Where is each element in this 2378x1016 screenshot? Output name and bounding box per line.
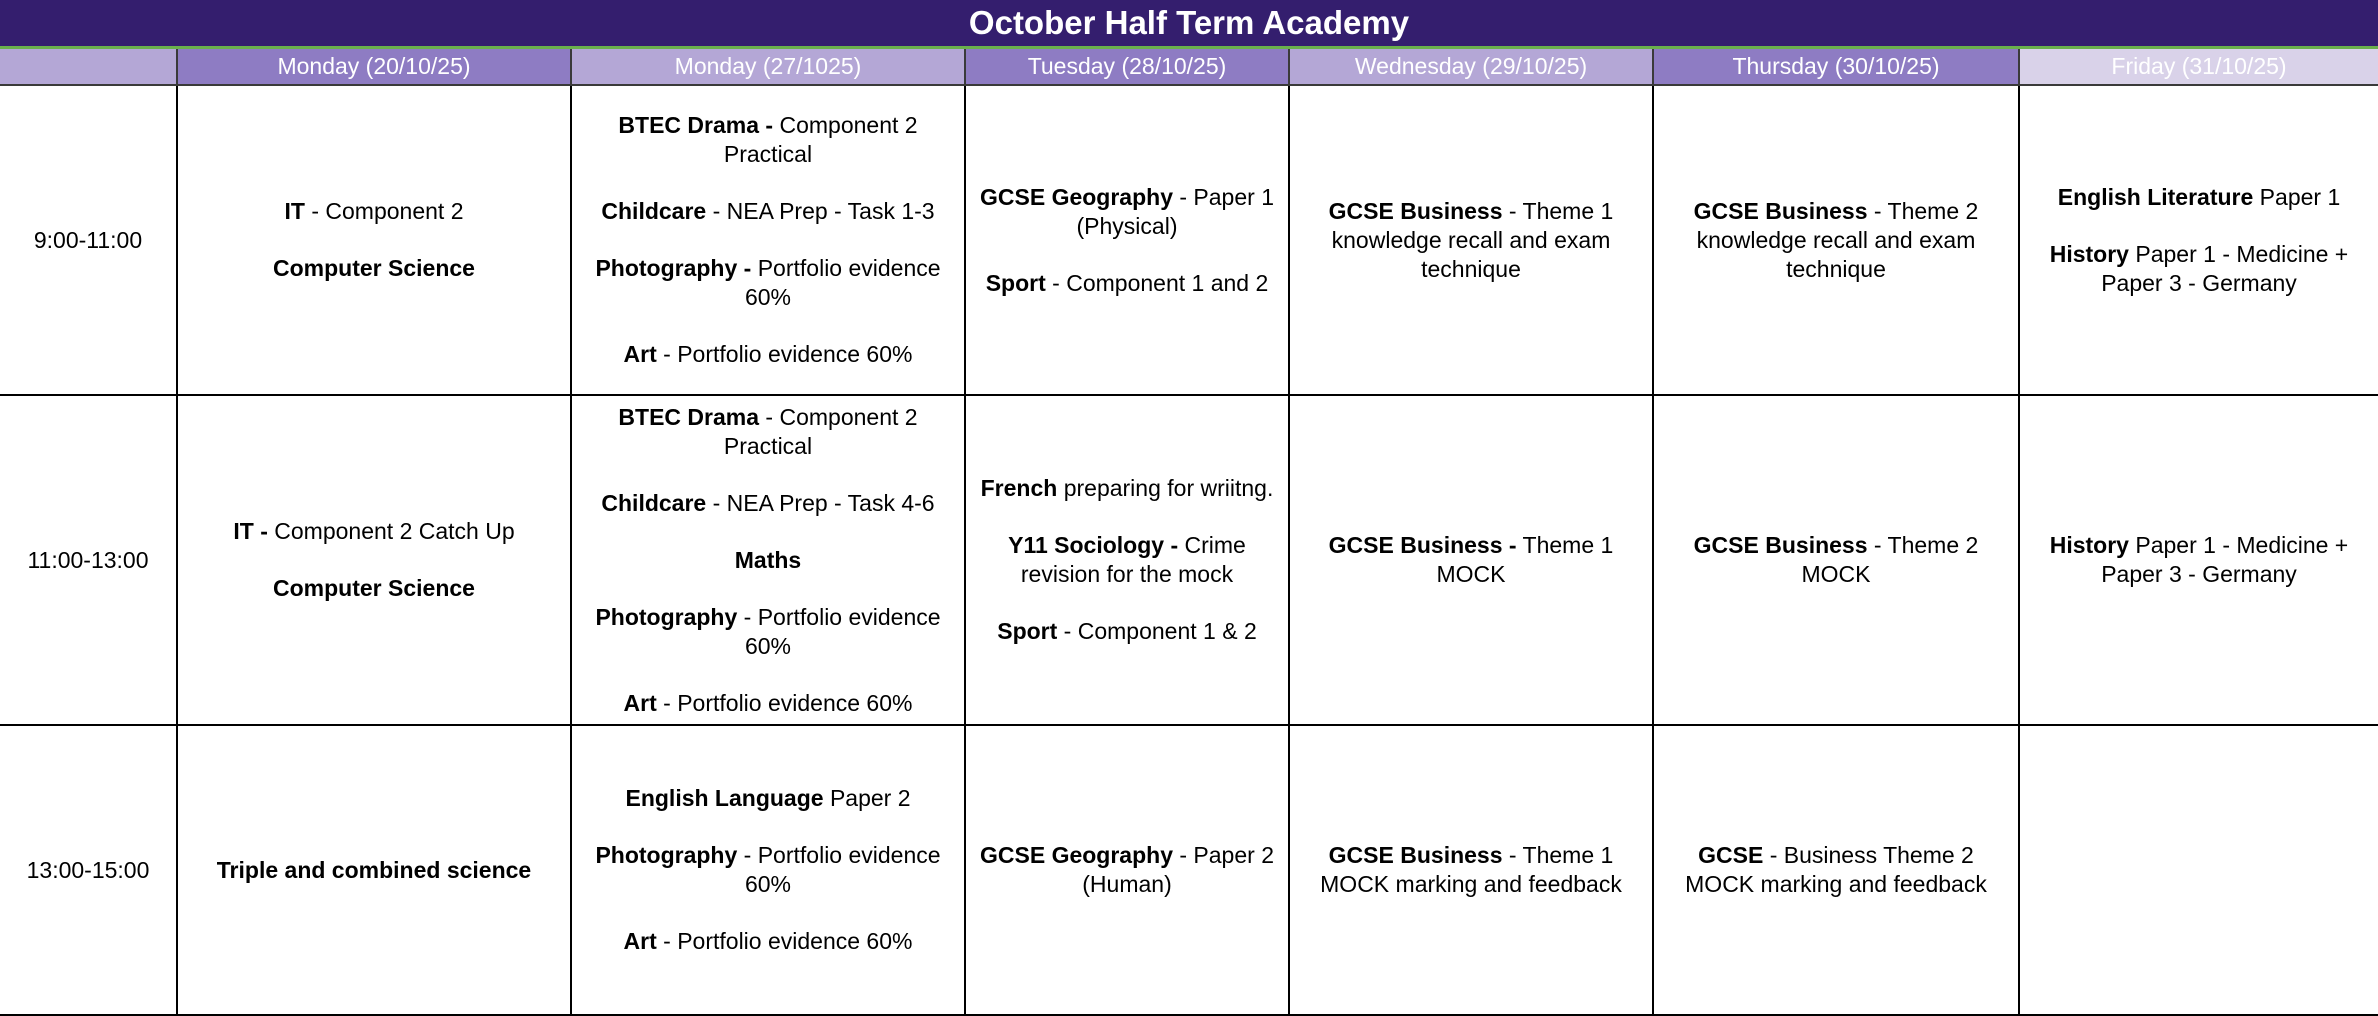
session-detail: - Portfolio evidence 60% [656, 689, 913, 716]
day-header-row [0, 46, 2378, 86]
session-detail: - Portfolio evidence 60% [656, 341, 913, 367]
session-cell-thursday [1654, 396, 2020, 724]
subject-name: Photography [595, 842, 738, 868]
session-detail: - Portfolio evidence 60% [737, 603, 941, 659]
subject-name: Sport [997, 618, 1058, 644]
session-cell-monday-27 [572, 396, 966, 724]
session-cell-tuesday [966, 726, 1290, 1014]
session-entry [273, 574, 475, 603]
session-entry [601, 489, 934, 518]
time-slot-cell: 13:00-15:00 [0, 726, 178, 1014]
subject-name: BTEC Drama - [618, 112, 774, 138]
session-detail: Crime revision for the mock [1020, 532, 1246, 587]
session-entry [1662, 531, 2010, 589]
subject-name: Photography - [595, 255, 752, 281]
session-entry [986, 269, 1269, 298]
header-tuesday: Tuesday (28/10/25) [966, 49, 1290, 84]
session-cell-monday-20 [178, 726, 572, 1014]
session-cell-wednesday [1290, 726, 1654, 1014]
session-detail: - Business Theme 2 MOCK marking and feedback [1685, 842, 1987, 897]
subject-name: Childcare [601, 489, 707, 516]
subject-name: GCSE Business [1693, 532, 1868, 558]
subject-name: IT [284, 198, 305, 224]
subject-name: GCSE Business - [1328, 532, 1517, 558]
subject-name: GCSE Business [1693, 197, 1868, 224]
session-detail: Theme 1 MOCK [1436, 532, 1614, 587]
session-detail: Paper 2 [823, 785, 911, 811]
session-entry [285, 197, 464, 226]
header-thursday: Thursday (30/10/25) [1654, 49, 2020, 84]
time-slot-cell: 11:00-13:00 [0, 396, 178, 724]
subject-name: Computer Science [273, 255, 475, 281]
session-cell-tuesday [966, 396, 1290, 724]
session-entry [974, 841, 1280, 899]
session-detail: - Component 2 [304, 198, 464, 224]
session-entry [2028, 531, 2370, 589]
session-entry [997, 617, 1257, 646]
session-entry [217, 856, 531, 885]
session-entry [624, 927, 913, 956]
subject-name: Computer Science [273, 575, 475, 601]
subject-name: History [2049, 240, 2129, 267]
session-detail: Component 2 Practical [723, 112, 918, 167]
timetable-grid [0, 86, 2378, 1016]
subject-name: History [2049, 532, 2129, 558]
subject-name: Sport [985, 269, 1046, 296]
session-cell-friday [2020, 86, 2378, 394]
subject-name: GCSE Business [1328, 842, 1503, 868]
header-friday: Friday (31/10/25) [2020, 49, 2378, 84]
session-entry [601, 197, 934, 226]
session-detail: Portfolio evidence 60% [744, 255, 941, 310]
session-detail: - Paper 2 (Human) [1082, 842, 1274, 897]
subject-name: Art [623, 341, 657, 367]
subject-name: GCSE [1698, 842, 1764, 868]
session-entry [1298, 841, 1644, 899]
session-detail: - Theme 2 MOCK [1801, 532, 1979, 587]
session-cell-monday-20 [178, 86, 572, 394]
session-detail: - Portfolio evidence 60% [737, 842, 941, 897]
subject-name: GCSE Business [1328, 197, 1503, 224]
session-detail: - NEA Prep - Task 4-6 [706, 489, 935, 516]
subject-name: Triple and combined science [216, 856, 532, 883]
session-detail: - Component 2 Practical [723, 403, 918, 459]
session-entry [735, 546, 801, 575]
session-cell-thursday [1654, 86, 2020, 394]
session-cell-monday-20 [178, 396, 572, 724]
session-detail: - Theme 1 knowledge recall and exam technique [1331, 197, 1614, 282]
session-entry [981, 474, 1274, 503]
subject-name: GCSE Geography [980, 842, 1173, 868]
session-detail: Component 2 Catch Up [267, 518, 515, 544]
session-detail: - Portfolio evidence 60% [656, 928, 913, 954]
session-entry [580, 254, 956, 312]
subject-name: Photography [595, 603, 738, 630]
subject-name: Y11 Sociology - [1008, 532, 1179, 558]
session-entry [974, 531, 1280, 589]
session-entry [2028, 240, 2370, 298]
session-entry [1662, 197, 2010, 284]
session-entry [1298, 197, 1644, 284]
session-detail: Paper 1 - Medicine + Paper 3 - Germany [2101, 532, 2349, 587]
session-cell-tuesday [966, 86, 1290, 394]
session-entry [624, 689, 913, 718]
subject-name: Art [623, 689, 657, 716]
subject-name: BTEC Drama [618, 403, 760, 430]
session-detail: - Paper 1 (Physical) [1076, 183, 1274, 239]
session-detail: Paper 1 [2253, 183, 2341, 210]
session-cell-monday-27 [572, 726, 966, 1014]
session-cell-friday [2020, 726, 2378, 1014]
session-detail: - NEA Prep - Task 1-3 [706, 198, 935, 224]
subject-name: English Literature [2057, 183, 2254, 210]
subject-name: Art [623, 928, 657, 954]
subject-name: Childcare [601, 198, 707, 224]
session-entry [580, 603, 956, 661]
session-entry [580, 403, 956, 461]
session-detail: - Component 1 & 2 [1057, 618, 1257, 644]
session-entry [1298, 531, 1644, 589]
session-detail: - Theme 2 knowledge recall and exam technique [1696, 197, 1979, 282]
subject-name: English Language [625, 785, 824, 811]
session-detail: - Component 1 and 2 [1045, 269, 1269, 296]
session-detail: - Theme 1 MOCK marking and feedback [1320, 842, 1622, 897]
session-cell-thursday [1654, 726, 2020, 1014]
header-wednesday: Wednesday (29/10/25) [1290, 49, 1654, 84]
session-detail: Paper 1 - Medicine + Paper 3 - Germany [2101, 240, 2349, 296]
table-row [0, 396, 2378, 726]
subject-name: GCSE Geography [980, 183, 1173, 210]
session-cell-monday-27 [572, 86, 966, 394]
subject-name: Maths [734, 546, 802, 573]
session-detail: preparing for wriitng. [1057, 475, 1274, 501]
session-cell-wednesday [1290, 86, 1654, 394]
session-entry [625, 784, 910, 813]
session-entry [273, 254, 475, 283]
session-entry [580, 111, 956, 169]
subject-name: IT - [233, 518, 268, 544]
session-entry [580, 841, 956, 899]
time-slot-cell: 9:00-11:00 [0, 86, 178, 394]
session-entry [974, 183, 1280, 241]
session-entry [1662, 841, 2010, 899]
header-time-column [0, 49, 178, 84]
session-cell-wednesday [1290, 396, 1654, 724]
subject-name: French [980, 475, 1058, 501]
session-entry [233, 517, 514, 546]
session-entry [2058, 183, 2341, 212]
session-cell-friday [2020, 396, 2378, 724]
table-row [0, 726, 2378, 1016]
table-row [0, 86, 2378, 396]
header-monday-20: Monday (20/10/25) [178, 49, 572, 84]
page-title: October Half Term Academy [0, 0, 2378, 46]
header-monday-27: Monday (27/1025) [572, 49, 966, 84]
session-entry [624, 340, 913, 369]
